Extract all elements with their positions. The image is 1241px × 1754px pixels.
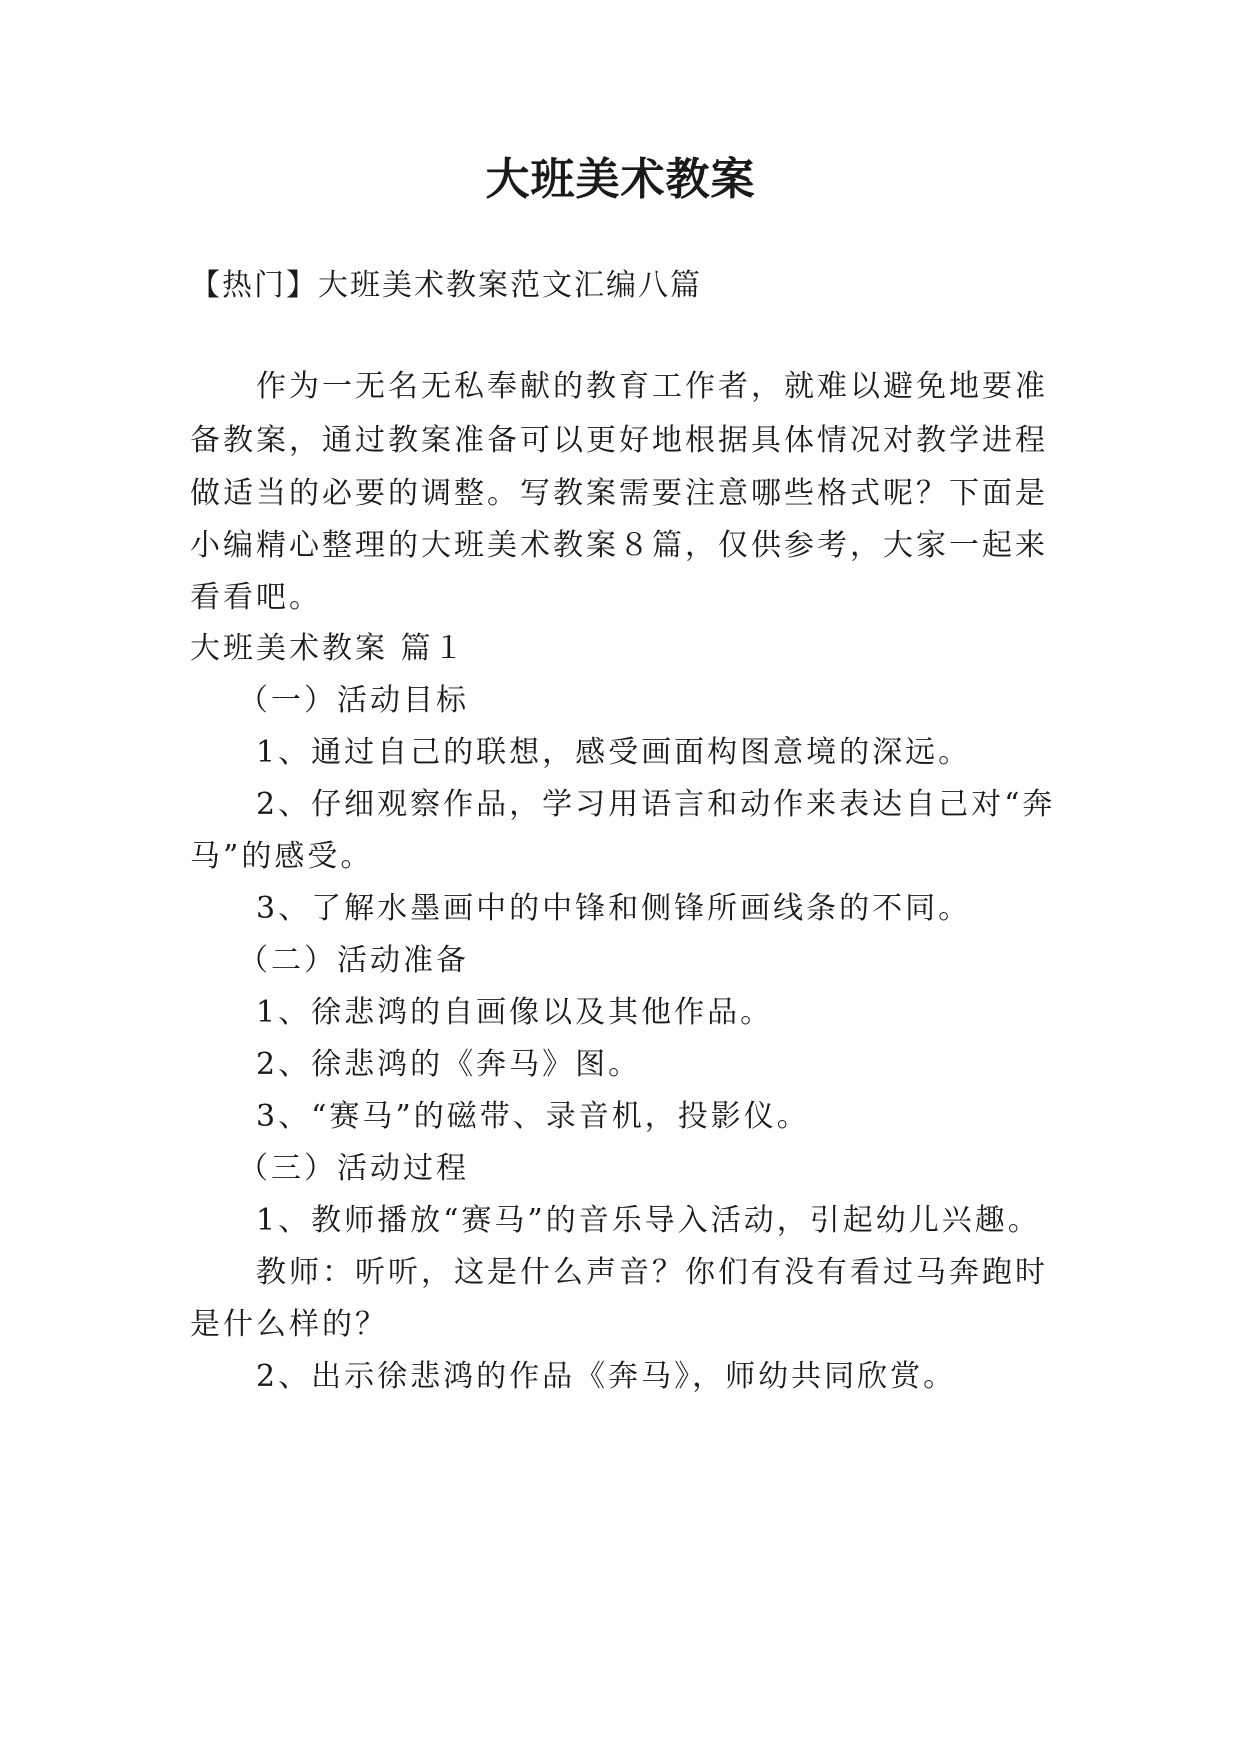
body-line: 1、教师播放“赛马”的音乐导入活动，引起幼儿兴趣。 xyxy=(256,1203,1041,1238)
body-line: 2、出示徐悲鸿的作品《奔马》，师幼共同欣赏。 xyxy=(256,1359,957,1394)
body-line: 是什么样的？ xyxy=(190,1307,388,1342)
intro-line: 小编精心整理的大班美术教案８篇，仅供参考，大家一起来 xyxy=(190,528,1048,563)
body-line: 2、仔细观察作品，学习用语言和动作来表达自己对“奔 xyxy=(256,787,1056,822)
body-line: 马”的感受。 xyxy=(190,839,374,874)
body-line: 3、了解水墨画中的中锋和侧锋所画线条的不同。 xyxy=(256,891,972,926)
body-line: 3、“赛马”的磁带、录音机，投影仪。 xyxy=(256,1099,810,1134)
intro-line: 备教案，通过教案准备可以更好地根据具体情况对教学进程 xyxy=(190,423,1048,458)
subsection-heading: （三）活动过程 xyxy=(238,1151,469,1186)
body-line: 教师：听听，这是什么声音？你们有没有看过马奔跑时 xyxy=(256,1255,1048,1290)
body-line: 1、徐悲鸿的自画像以及其他作品。 xyxy=(256,995,774,1030)
intro-line: 作为一无名无私奉献的教育工作者，就难以避免地要准 xyxy=(256,369,1048,404)
intro-line: 做适当的必要的调整。写教案需要注意哪些格式呢？下面是 xyxy=(190,476,1048,511)
document-subtitle: 【热门】大班美术教案范文汇编八篇 xyxy=(190,268,702,303)
subsection-heading: （二）活动准备 xyxy=(238,943,469,978)
intro-line: 看看吧。 xyxy=(190,580,322,615)
document-title: 大班美术教案 xyxy=(485,154,756,205)
body-line: 2、徐悲鸿的《奔马》图。 xyxy=(256,1047,642,1082)
subsection-heading: （一）活动目标 xyxy=(238,683,469,718)
section-heading: 大班美术教案 篇１ xyxy=(190,631,467,666)
body-line: 1、通过自己的联想，感受画面构图意境的深远。 xyxy=(256,735,972,770)
